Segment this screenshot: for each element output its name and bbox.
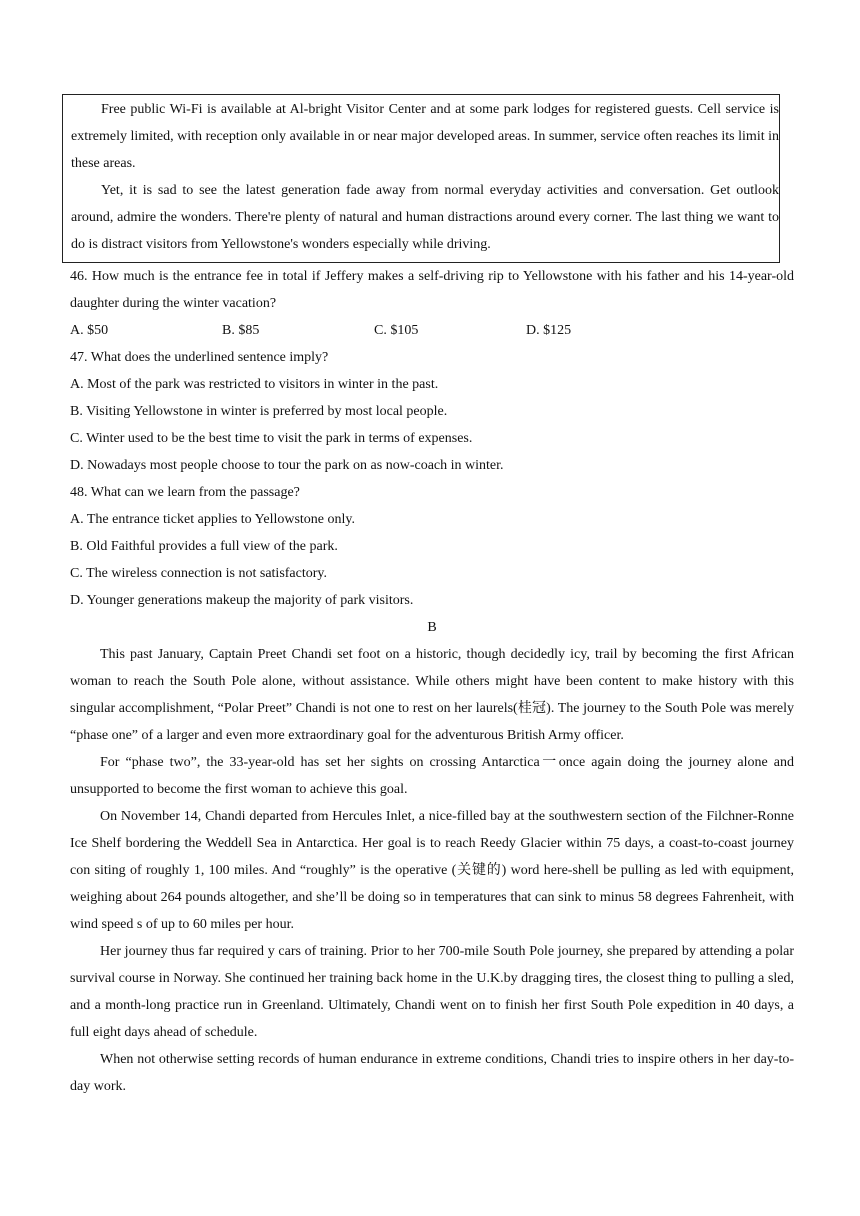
option-c: C. Winter used to be the best time to visit the park in terms of expenses. xyxy=(70,431,473,446)
option-d: D. Nowadays most people choose to tour the park on as now-coach in winter. xyxy=(70,458,504,473)
option-c: C. The wireless connection is not satisfactory. xyxy=(70,566,327,581)
option-b: B. $85 xyxy=(222,323,260,338)
option-d: D. Younger generations makeup the majority of park visitors. xyxy=(70,593,414,608)
option-b: B. Old Faithful provides a full view of the park. xyxy=(70,539,338,554)
question-stem: 48. What can we learn from the passage? xyxy=(70,485,300,500)
option-b: B. Visiting Yellowstone in winter is preferred by most local people. xyxy=(70,404,448,419)
box-paragraph: Yet, it is sad to see the latest generation fade away from normal everyday activities and conversation. Get outlook around, admire the wonders. There're plenty of natural and human distractions around every corner. The last thing we want to do is distract visitors from Yellowstone's wonders especially while driving. xyxy=(71,183,779,252)
option-c: C. $105 xyxy=(374,323,419,338)
section-heading: B xyxy=(427,620,437,635)
question-stem: 47. What does the underlined sentence imply? xyxy=(70,350,329,365)
question-48 xyxy=(70,479,794,614)
passage-paragraph: This past January, Captain Preet Chandi set foot on a historic, though decidedly icy, trail by becoming the first African woman to reach the South Pole alone, without assistance. While others might have been content to make history with this singular accomplishment, “Polar Preet” Chandi is not one to rest on her laurels(桂冠). The journey to the South Pole was merely “phase one” of a larger and even more extraordinary goal for the adventurous British Army officer. xyxy=(70,647,794,743)
question-47 xyxy=(70,344,794,479)
question-options xyxy=(70,317,794,344)
document-page xyxy=(70,94,794,1100)
option-a: A. The entrance ticket applies to Yellowstone only. xyxy=(70,512,355,527)
passage-paragraph: Her journey thus far required y cars of training. Prior to her 700-mile South Pole journey, she prepared by attending a polar survival course in Norway. She continued her training back home in the U.K.by dragging tires, the closest thing to pulling a sled, and a month-long practice run in Greenland. Ultimately, Chandi went on to finish her first South Pole expedition in 40 days, a full eight days ahead of schedule. xyxy=(70,944,794,1040)
passage-paragraph: For “phase two”, the 33-year-old has set her sights on crossing Antarctica一once again doing the journey alone and unsupported to become the first woman to achieve this goal. xyxy=(70,755,794,797)
option-a: A. $50 xyxy=(70,323,109,338)
passage-paragraph: When not otherwise setting records of human endurance in extreme conditions, Chandi tries to inspire others in her day-to-day work. xyxy=(70,1052,794,1094)
passage-paragraph: On November 14, Chandi departed from Hercules Inlet, a nice-filled bay at the southwestern section of the Filchner-Ronne Ice Shelf bordering the Weddell Sea in Antarctica. Her goal is to reach Reedy Glacier within 75 days, a coast-to-coast journey con siting of roughly 1, 100 miles. And “roughly” is the operative (关键的) word here-shell be pulling as led with equipment, weighing about 264 pounds altogether, and she’ll be doing so in temperatures that can sink to minus 58 degrees Fahrenheit, with wind speed s of up to 60 miles per hour. xyxy=(70,809,794,932)
passage-b xyxy=(70,641,794,1100)
option-d: D. $125 xyxy=(526,323,572,338)
box-paragraph: Free public Wi-Fi is available at Al-bright Visitor Center and at some park lodges for registered guests. Cell service is extremely limited, with reception only available in or near major developed areas. In summer, service often reaches its limit in these areas. xyxy=(71,102,779,171)
option-a: A. Most of the park was restricted to visitors in winter in the past. xyxy=(70,377,439,392)
question-46 xyxy=(70,263,794,344)
question-stem: 46. How much is the entrance fee in total if Jeffery makes a self-driving rip to Yellowstone with his father and his 14-year-old daughter during the winter vacation? xyxy=(70,269,794,311)
boxed-passage xyxy=(62,94,780,263)
